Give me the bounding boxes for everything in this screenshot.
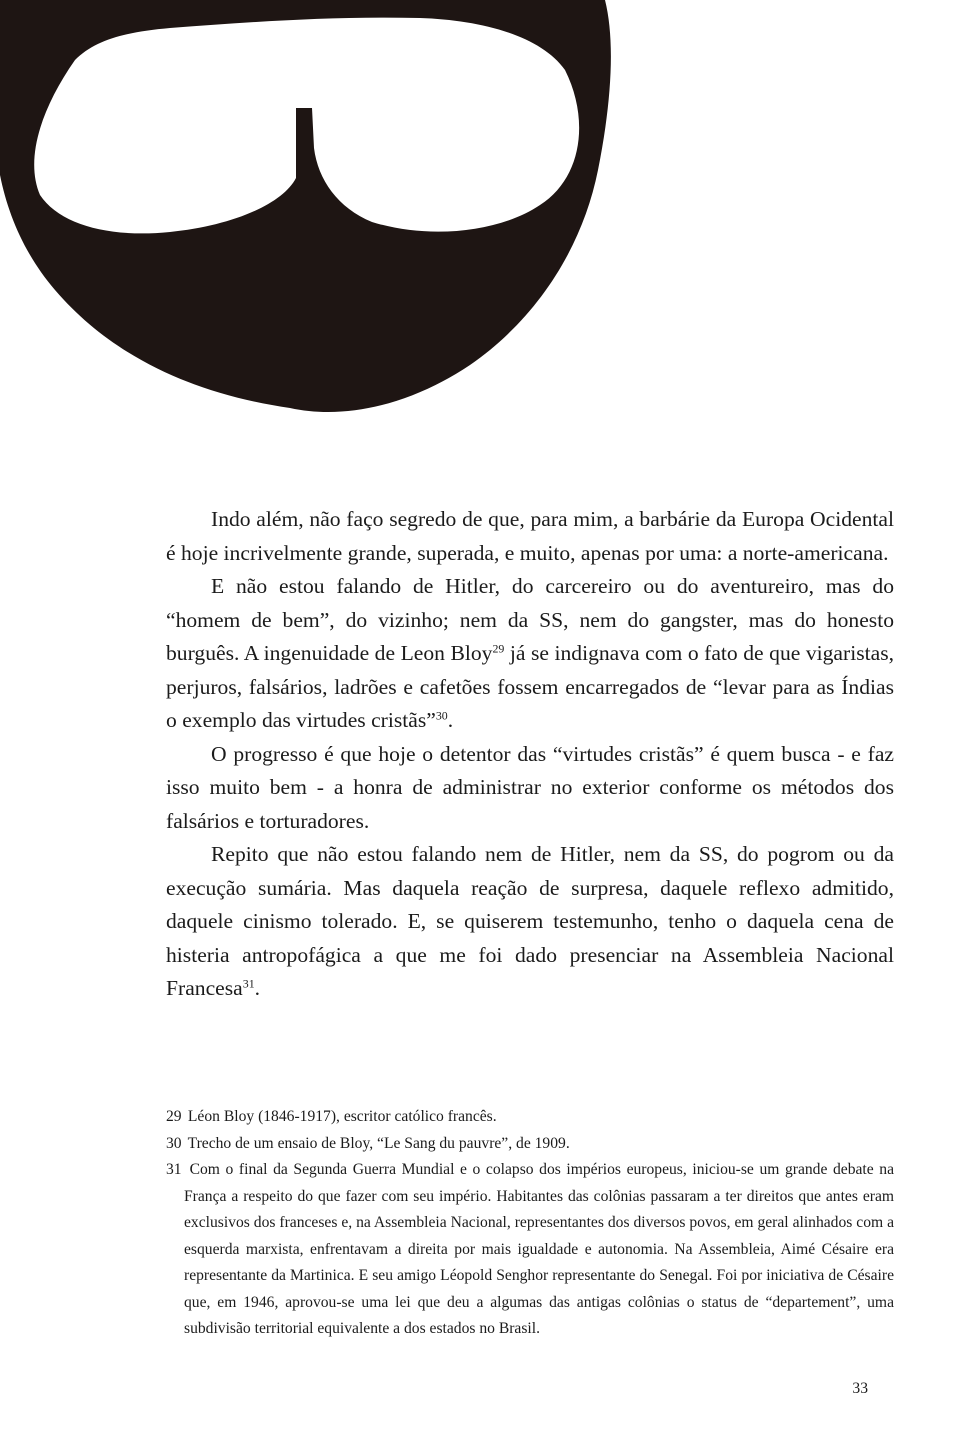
paragraph-text: E não estou falando de Hitler, do carcereiro ou do aventureiro, mas do “homem de bem”, do vizinho; nem da SS, nem do gangster, mas do honesto burguês. A ingenuidade de Leon Bloy bbox=[166, 574, 894, 665]
page-number: 33 bbox=[852, 1380, 868, 1397]
footnotes bbox=[166, 1104, 894, 1343]
footnote-text: Trecho de um ensaio de Bloy, “Le Sang du pauvre”, de 1909. bbox=[187, 1134, 570, 1152]
footnote bbox=[166, 1104, 894, 1131]
footnote bbox=[166, 1157, 894, 1343]
paragraph-text: já se indignava com o fato de que vigaristas, perjuros, falsários, ladrões e cafetões fossem encarregados de “levar para as Índias o exemplo das virtudes cristãs” bbox=[166, 641, 895, 732]
paragraph bbox=[166, 838, 894, 1006]
footnote-reference[interactable]: 29 bbox=[492, 641, 505, 656]
footnote-number: 29 bbox=[166, 1108, 182, 1125]
footnote-text: Léon Bloy (1846-1917), escritor católico francês. bbox=[187, 1108, 497, 1125]
paragraph bbox=[166, 738, 894, 839]
decorative-large-letter-glyph bbox=[0, 0, 620, 420]
paragraph bbox=[166, 570, 894, 738]
main-text bbox=[166, 503, 894, 1006]
paragraph-text: Repito que não estou falando nem de Hitler, nem da SS, do pogrom ou da execução sumária. Mas daquela reação de surpresa, daquele reflexo admitido, daquele cinismo tolerado. E, se quiserem testemunho, tenho o daquela cena de histeria antropofágica a que me foi dado presenciar na Assembleia Nacional Francesa bbox=[166, 842, 894, 1000]
footnote-reference[interactable]: 31 bbox=[242, 976, 255, 991]
footnote-text: Com o final da Segunda Guerra Mundial e o colapso dos impérios europeus, iniciou-se um grande debate na França a respeito do que fazer com seu império. Habitantes das colônias passaram a ter direitos que antes eram exclusivos dos franceses e, na Assembleia Nacional, representantes dos diversos povos, em geral alinhados com a esquerda marxista, enfrentavam a direita por mais igualdade e autonomia. Na Assembleia, Aimé Césaire era representante da Martinica. E seu amigo Léopold Senghor representante do Senegal. Foi por iniciativa de Césaire que, em 1946, aprovou-se uma lei que deu a algumas das antigas colônias o status de “departement”, uma subdivisão territorial equivalente a dos estados no Brasil. bbox=[184, 1161, 894, 1337]
footnote-number: 31 bbox=[166, 1161, 182, 1178]
paragraph-text: . bbox=[254, 976, 261, 1000]
footnote bbox=[166, 1131, 894, 1158]
paragraph-text: O progresso é que hoje o detentor das “virtudes cristãs” é quem busca - e faz isso muito bem - a honra de administrar no exterior conforme os métodos dos falsários e torturadores. bbox=[166, 741, 894, 833]
paragraph-text: Indo além, não faço segredo de que, para mim, a barbárie da Europa Ocidental é hoje incrivelmente grande, superada, e muito, apenas por uma: a norte-americana. bbox=[166, 507, 894, 565]
footnote-number: 30 bbox=[166, 1134, 182, 1152]
paragraph-text: . bbox=[447, 708, 454, 732]
footnote-reference[interactable]: 30 bbox=[435, 708, 448, 723]
paragraph bbox=[166, 503, 894, 570]
